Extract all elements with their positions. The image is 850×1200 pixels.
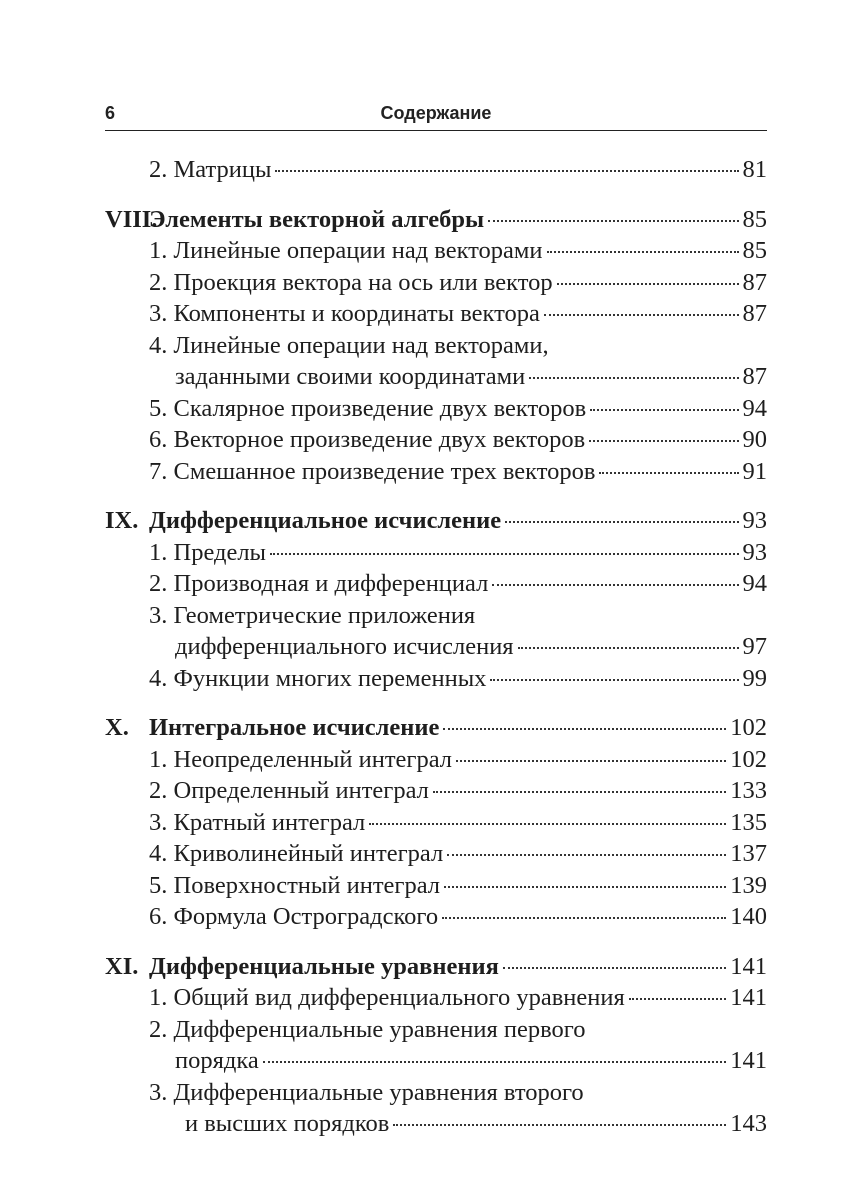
leader-dots [544,314,739,316]
running-title: Содержание [380,103,492,123]
toc-entry-page: 137 [730,840,767,867]
toc-entry-page: 143 [730,1110,767,1137]
toc-entry-label: 6. Формула Остроградского [149,903,439,930]
toc-entry-label: 5. Скалярное произведение двух векторов [149,394,587,422]
chapter-numeral: XI. [105,952,139,980]
toc-entry-page: 97 [742,633,767,660]
chapter-page: 141 [730,952,767,980]
chapter-page: 85 [742,205,767,233]
toc-entry[interactable] [105,600,767,632]
toc-entry-label: 2. Определенный интеграл [149,777,429,804]
toc-entry-label: 2. Матрицы [149,156,272,183]
toc-entry[interactable] [105,838,767,870]
toc-entry-page: 90 [742,426,767,453]
toc-entry-label: и высших порядков [185,1110,390,1137]
toc-entry-label: порядка [175,1047,259,1074]
toc-entry[interactable] [105,901,767,933]
toc-entry-page: 87 [742,363,767,390]
chapter-title: Дифференциальные уравнения [149,952,499,980]
leader-dots [444,886,726,888]
leader-dots [492,584,738,586]
toc-entry-label: 2. Дифференциальные уравнения первого [149,1015,586,1043]
chapter-numeral: IX. [105,507,139,534]
toc-entry-label: 2. Проекция вектора на ось или вектор [149,268,553,296]
toc-entry-label: 2. Производная и дифференциал [149,570,489,597]
leader-dots [518,647,739,649]
toc-entry-label: дифференциального исчисления [175,633,514,660]
toc-entry-page: 135 [730,808,767,836]
leader-dots [443,728,726,730]
toc-entry-label: 4. Функции многих переменных [149,664,487,692]
toc-entry-page: 140 [730,903,767,930]
toc-chapter-11[interactable] [105,951,767,983]
toc-entry[interactable] [105,154,767,186]
toc-entry[interactable] [105,807,767,839]
toc-entry-page: 94 [742,570,767,597]
leader-dots [263,1061,726,1063]
toc-entry[interactable] [105,267,767,299]
toc-entry-label: 4. Криволинейный интеграл [149,840,444,867]
toc-entry-label: 1. Общий вид дифференциального уравнения [149,984,625,1011]
toc-entry-label: 3. Кратный интеграл [149,808,366,836]
toc-entry-page: 102 [730,745,767,773]
leader-dots [547,251,739,253]
toc-entry[interactable] [105,663,767,695]
toc-entry[interactable] [105,537,767,569]
leader-dots [505,521,738,523]
toc-entry-page: 81 [742,156,767,183]
chapter-page: 93 [742,507,767,534]
leader-dots [433,791,726,793]
toc-entry[interactable] [105,456,767,488]
leader-dots [442,917,726,919]
toc-entry[interactable] [105,1077,767,1109]
leader-dots [275,170,738,172]
toc-entry[interactable] [105,235,767,267]
leader-dots [490,679,738,681]
toc-entry-label: заданными своими координатами [175,363,526,390]
toc-entry-label: 1. Линейные операции над векторами [149,237,543,264]
leader-dots [557,283,739,285]
toc-entry-continuation[interactable] [105,631,767,663]
toc-entry-page: 87 [742,268,767,296]
toc-entry[interactable] [105,298,767,330]
toc-entry-continuation[interactable] [105,361,767,393]
leader-dots [629,998,727,1000]
chapter-page: 102 [730,714,767,741]
toc-entry-page: 94 [742,394,767,422]
toc-chapter-8[interactable] [105,204,767,236]
toc-chapter-10[interactable] [105,712,767,744]
chapter-title: Дифференциальное исчисление [149,507,502,534]
leader-dots [529,377,738,379]
toc-entry-continuation[interactable] [105,1108,767,1140]
toc-entry[interactable] [105,568,767,600]
toc-entry-page: 99 [742,664,767,692]
toc-entry-label: 3. Дифференциальные уравнения второго [149,1078,584,1106]
toc-entry-label: 7. Смешанное произведение трех векторов [149,457,596,485]
toc-chapter-9[interactable] [105,505,767,537]
leader-dots [590,409,738,411]
chapter-numeral: VIII. [105,205,158,233]
leader-dots [393,1124,726,1126]
toc-entry-label: 5. Поверхностный интеграл [149,871,441,899]
page-number: 6 [105,103,116,123]
leader-dots [270,553,738,555]
leader-dots [488,220,738,222]
toc-entry-page: 141 [730,984,767,1011]
toc-entry[interactable] [105,424,767,456]
toc-entry-label: 6. Векторное произведение двух векторов [149,426,586,453]
chapter-title: Элементы векторной алгебры [149,205,485,233]
toc-entry-page: 85 [742,237,767,264]
toc-entry-label: 3. Компоненты и координаты вектора [149,300,540,327]
leader-dots [456,760,726,762]
toc-entry[interactable] [105,330,767,362]
toc-entry[interactable] [105,393,767,425]
leader-dots [369,823,726,825]
toc-entry[interactable] [105,870,767,902]
toc-entry-label: 4. Линейные операции над векторами, [149,331,549,359]
toc-entry-continuation[interactable] [105,1045,767,1077]
toc-entry-page: 87 [742,300,767,327]
toc-entry-page: 93 [742,538,767,566]
leader-dots [599,472,738,474]
toc-entry[interactable] [105,1014,767,1046]
toc-entry-label: 1. Пределы [149,538,267,566]
toc-entry-page: 139 [730,871,767,899]
chapter-title: Интегральное исчисление [149,714,440,741]
toc-entry-page: 141 [730,1047,767,1074]
toc-entry-label: 1. Неопределенный интеграл [149,745,453,773]
toc-entry[interactable] [105,775,767,807]
running-header [105,100,767,131]
toc-entry-label: 3. Геометрические приложения [149,601,476,629]
leader-dots [503,967,726,969]
leader-dots [447,854,726,856]
toc-entry[interactable] [105,982,767,1014]
toc-entry[interactable] [105,744,767,776]
table-of-contents [105,154,767,1140]
toc-entry-page: 91 [742,457,767,485]
chapter-numeral: X. [105,714,129,741]
toc-entry-page: 133 [730,777,767,804]
leader-dots [589,440,738,442]
